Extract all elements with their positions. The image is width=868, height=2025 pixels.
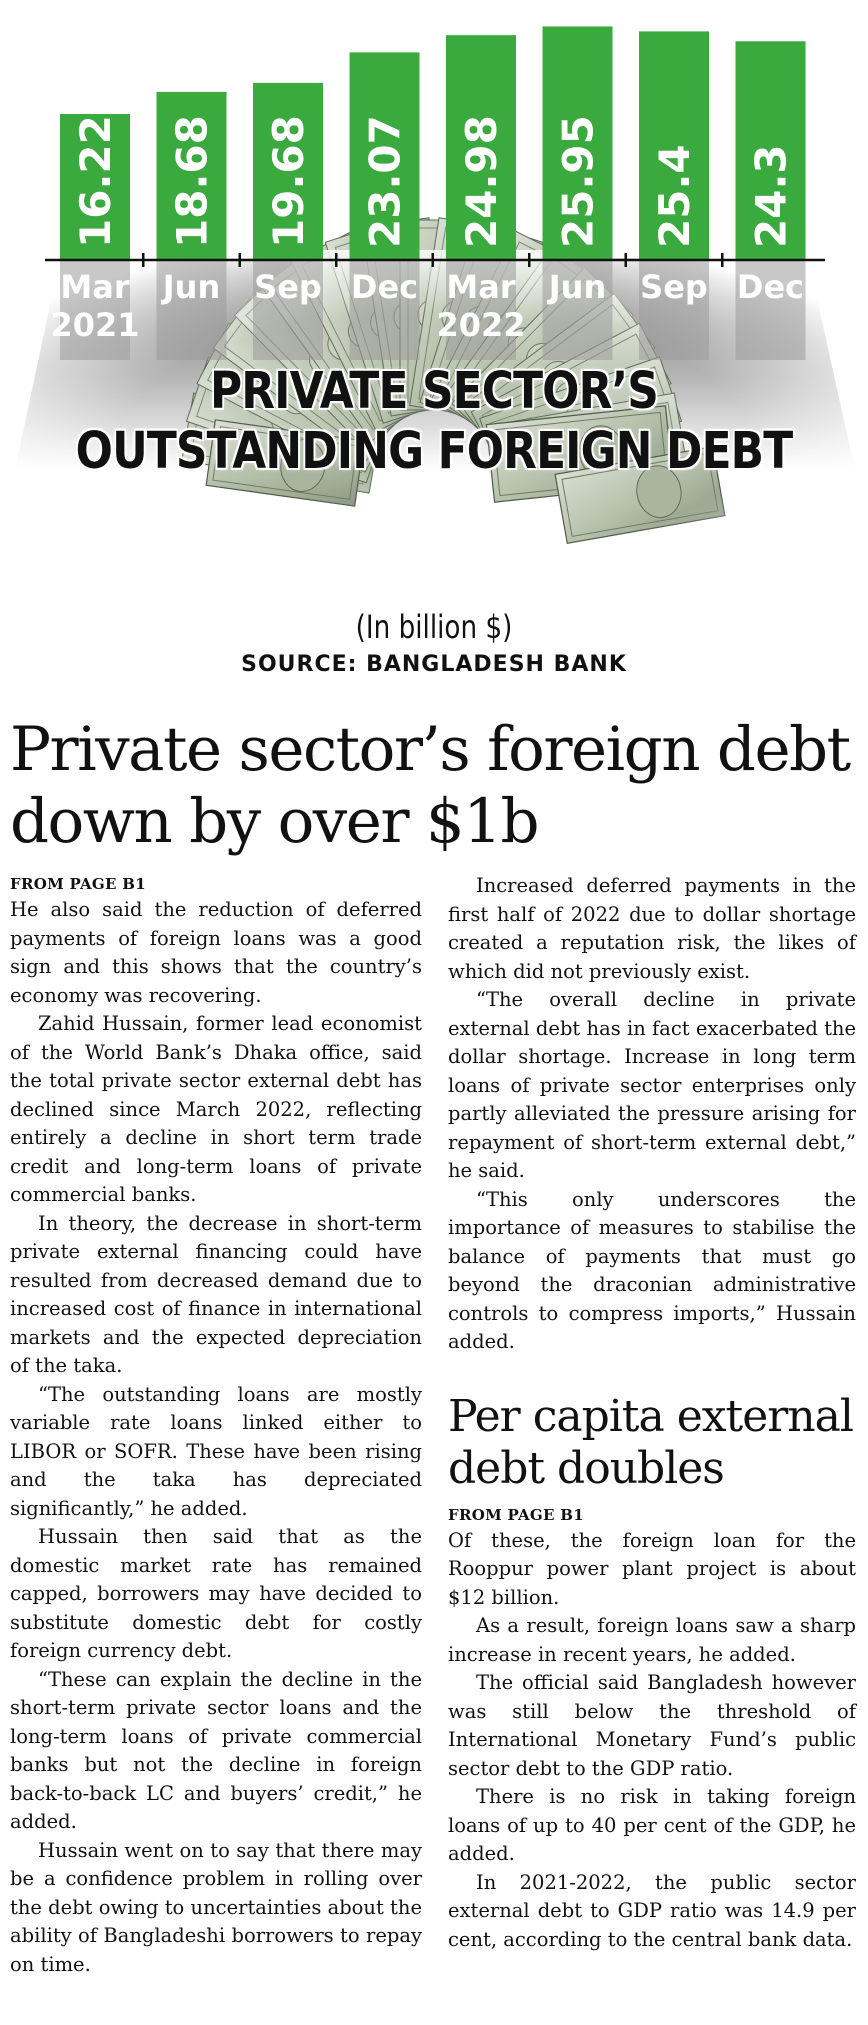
headline-line2: down by over $1b <box>10 786 539 857</box>
article2-headline: Per capita external debt doubles <box>448 1390 853 1494</box>
source-label: SOURCE: BANGLADESH BANK <box>241 652 627 677</box>
tick-label-month: Dec <box>736 268 805 306</box>
from-page-label: FROM PAGE B1 <box>10 875 147 893</box>
graphic-title <box>61 362 807 482</box>
paragraph: Increased deferred payments in the first half of 2022 due to dollar shortage created a reputation risk, the likes of which did not previously exist. <box>448 874 856 983</box>
article-column-left <box>10 872 422 1979</box>
bar-value-label: 23.07 <box>360 115 410 248</box>
bar-value-label: 25.4 <box>650 144 699 248</box>
tick-label-month: Sep <box>640 268 708 306</box>
tick-label-month: Dec <box>350 268 419 306</box>
tick-label-month: Mar <box>446 268 516 306</box>
infographic <box>0 0 868 690</box>
paragraph: Of these, the foreign loan for the Rooppur power plant project is about $12 billion. <box>448 1528 856 1609</box>
tick-label-year: 2021 <box>50 306 140 344</box>
article-column-right <box>448 872 856 1954</box>
bar-value-label: 24.3 <box>746 144 796 248</box>
tick-label-year: 2022 <box>436 306 526 344</box>
bar-value-label: 19.68 <box>264 115 313 248</box>
paragraph: As a result, foreign loans saw a sharp increase in recent years, he added. <box>448 1614 856 1666</box>
tick-label-month: Jun <box>162 268 221 306</box>
tick-label-month: Sep <box>254 268 322 306</box>
unit-label: (In billion $) <box>355 608 513 646</box>
paragraph: Zahid Hussain, former lead economist of the World Bank’s Dhaka office, said the total private sector external debt has declined since March 2022, reflecting entirely a decline in short term trade credit and long-term loans of private commercial banks. <box>10 1012 422 1206</box>
bar-value-label: 18.68 <box>167 115 217 248</box>
headline-line1: Private sector’s foreign debt <box>10 714 850 785</box>
paragraph: In 2021-2022, the public sector external debt to GDP ratio was 14.9 per cent, according to the central bank data. <box>448 1870 856 1951</box>
paragraph: In theory, the decrease in short-term private external financing could have resulted from decreased demand due to increased cost of finance in international markets and the expected depreciation of the taka. <box>10 1211 422 1377</box>
article-headline <box>10 714 860 858</box>
bar-value-label: 16.22 <box>71 115 120 248</box>
paragraph: Hussain then said that as the domestic market rate has remained capped, borrowers may have decided to substitute domestic debt for costly foreign currency debt. <box>10 1525 422 1662</box>
graphic-title-line1: PRIVATE SECTOR’S <box>209 362 659 421</box>
paragraph: The official said Bangladesh however was still below the threshold of International Monetary Fund’s public sector debt to the GDP ratio. <box>448 1671 856 1780</box>
tick-label-month: Jun <box>548 268 607 306</box>
paragraph: There is no risk in taking foreign loans of up to 40 per cent of the GDP, he added. <box>448 1785 856 1865</box>
bar-value-label: 25.95 <box>553 115 603 248</box>
bar-value-label: 24.98 <box>457 115 506 248</box>
graphic-title-line2: OUTSTANDING FOREIGN DEBT <box>75 422 793 481</box>
tick-label-month: Mar <box>60 268 130 306</box>
paragraph: “The outstanding loans are mostly variable rate loans linked either to LIBOR or SOFR. These have been rising and the taka has depreciated significantly,” he added. <box>10 1382 422 1520</box>
from-page-label: FROM PAGE B1 <box>448 1505 585 1524</box>
paragraph: “This only underscores the importance of measures to stabilise the balance of payments that must go beyond the draconian administrative controls to compress imports,” Hussain added. <box>448 1187 856 1353</box>
paragraph: Hussain went on to say that there may be a confidence problem in rolling over the debt owing to uncertainties about the ability of Bangladeshi borrowers to repay on time. <box>10 1838 422 1976</box>
paragraph: “The overall decline in private external debt has in fact exacerbated the dollar shortage. Increase in long term loans of private sector enterprises only partly alleviated the pressure arising for repayment of short-term external debt,” he said. <box>448 988 856 1182</box>
paragraph: He also said the reduction of deferred payments of foreign loans was a good sign and this shows that the country’s economy was recovering. <box>10 898 422 1007</box>
paragraph: “These can explain the decline in the short-term private sector loans and the long-term loans of private commercial banks but not the decline in foreign back-to-back LC and buyers’ credit,” he added. <box>10 1667 422 1833</box>
debt-bar-chart <box>0 0 868 690</box>
